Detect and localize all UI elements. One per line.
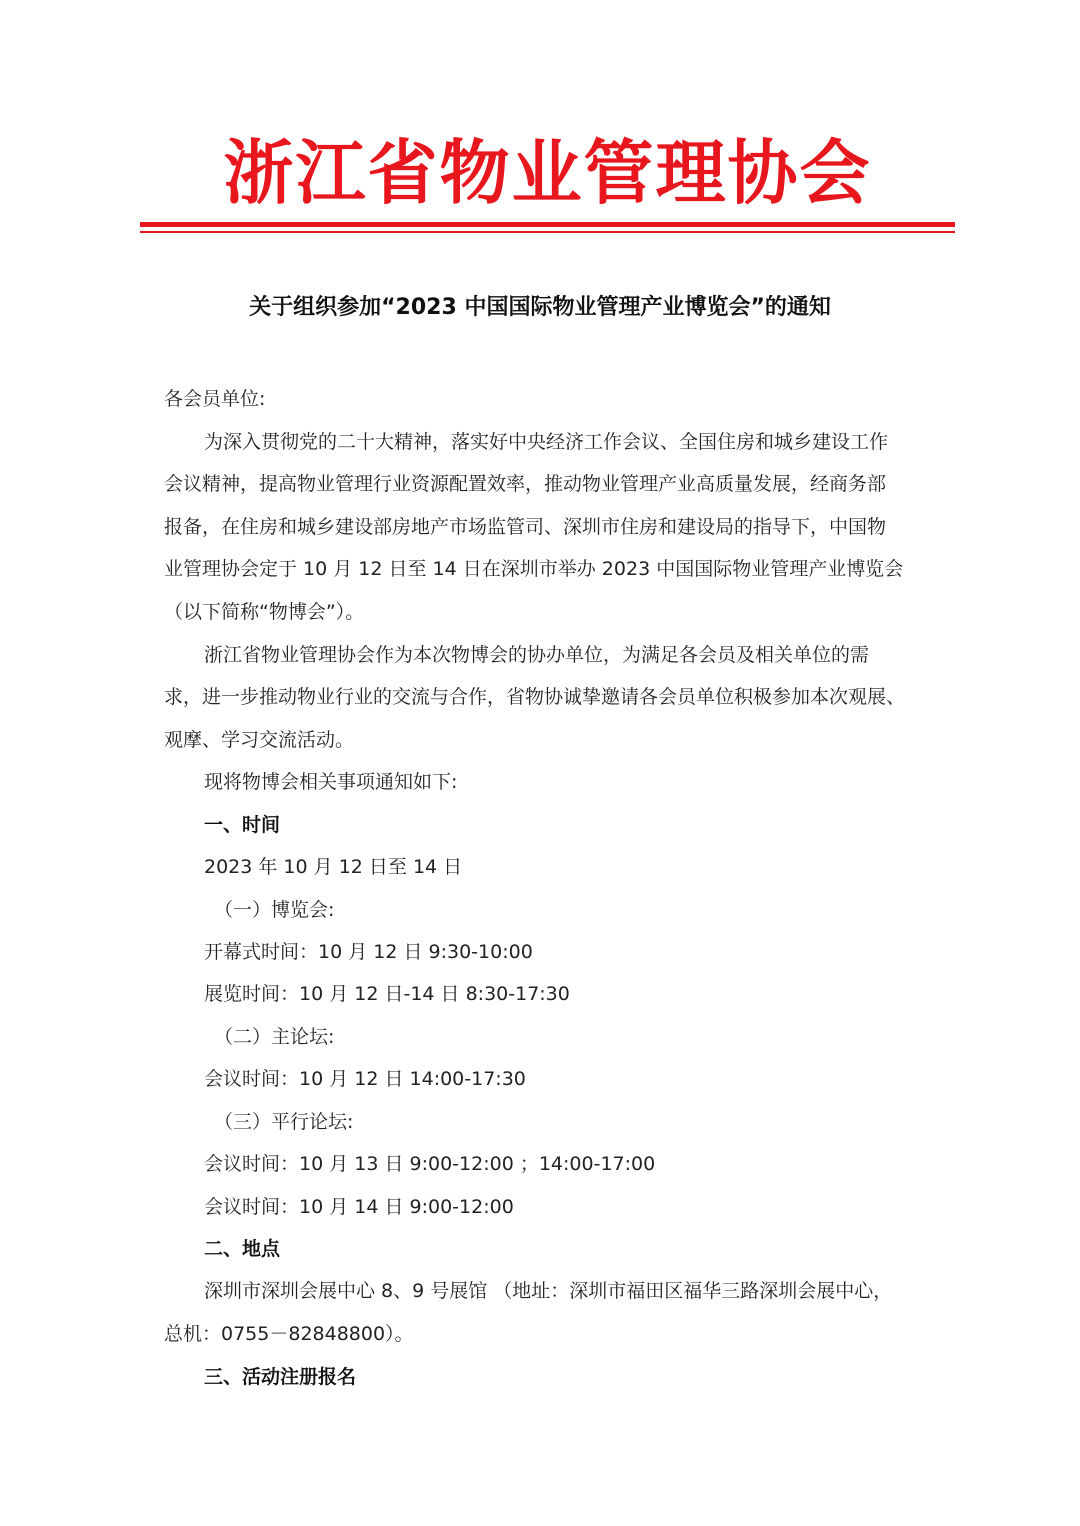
letterhead-rule-thin — [140, 231, 955, 233]
letterhead-org-name: 浙江省物业管理协会 — [223, 131, 872, 214]
paragraph1-line: 报备，在住房和城乡建设部房地产市场监管司、深圳市住房和建设局的指导下，中国物 — [164, 516, 887, 538]
date-range: 2023 年 10 月 12 日至 14 日 — [204, 856, 463, 878]
opening-time: 开幕式时间：10 月 12 日 9:30-10:00 — [204, 941, 533, 963]
paragraph2-line: 浙江省物业管理协会作为本次物博会的协办单位，为满足各会员及相关单位的需 — [204, 644, 870, 666]
paragraph1-line: 会议精神，提高物业管理行业资源配置效率，推动物业管理产业高质量发展，经商务部 — [164, 473, 887, 495]
venue-line: 深圳市深圳会展中心 8、9 号展馆 （地址：深圳市福田区福华三路深圳会展中心， — [204, 1280, 893, 1302]
paragraph2-line: 观摩、学习交流活动。 — [164, 729, 355, 751]
paragraph2-line: 求，进一步推动物业行业的交流与合作，省物协诚挚邀请各会员单位积极参加本次观展、 — [164, 686, 906, 708]
section3-heading: 三、活动注册报名 — [204, 1366, 357, 1388]
exhibition-time: 展览时间：10 月 12 日-14 日 8:30-17:30 — [204, 983, 570, 1005]
letterhead-rule-thick — [140, 222, 955, 227]
section1-heading: 一、时间 — [204, 814, 281, 836]
paragraph1-line: 为深入贯彻党的二十大精神，落实好中央经济工作会议、全国住房和城乡建设工作 — [204, 431, 889, 453]
subsection-parallel-forum-heading: （三）平行论坛: — [214, 1111, 354, 1133]
intro-text: 现将物博会相关事项通知如下: — [204, 771, 458, 793]
subsection-expo-heading: （一）博览会: — [214, 899, 335, 921]
paragraph1-line: （以下简称“物博会”）。 — [164, 601, 365, 623]
parallel-forum-time: 会议时间：10 月 14 日 9:00-12:00 — [204, 1196, 514, 1218]
document-title: 关于组织参加“2023 中国国际物业管理产业博览会”的通知 — [249, 295, 831, 320]
salutation: 各会员单位: — [164, 388, 266, 410]
main-forum-time: 会议时间：10 月 12 日 14:00-17:30 — [204, 1068, 526, 1090]
venue-line: 总机：0755－82848800）。 — [164, 1323, 414, 1345]
parallel-forum-time: 会议时间：10 月 13 日 9:00-12:00 ；14:00-17:00 — [204, 1153, 656, 1175]
paragraph1-line: 业管理协会定于 10 月 12 日至 14 日在深圳市举办 2023 中国国际物业管理产业博览会 — [164, 558, 904, 580]
section2-heading: 二、地点 — [204, 1238, 281, 1260]
subsection-main-forum-heading: （二）主论坛: — [214, 1026, 335, 1048]
